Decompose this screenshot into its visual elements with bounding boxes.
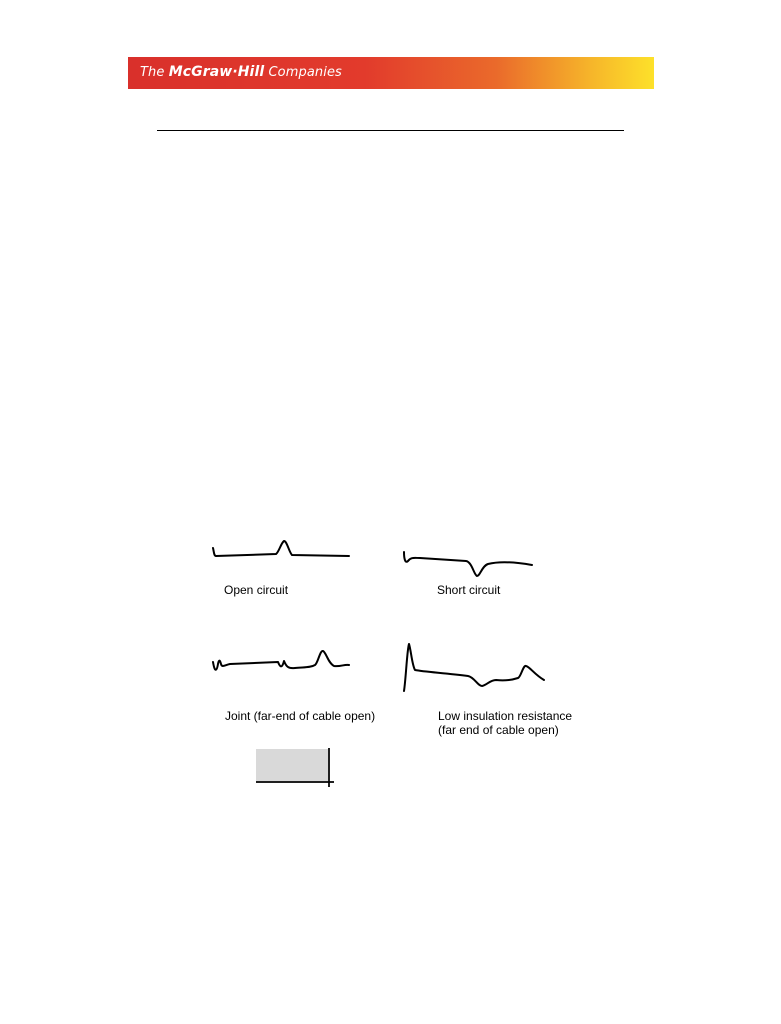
low-insulation-trace [404,644,544,691]
joint-trace [213,651,349,670]
open-circuit-trace [213,541,349,556]
joint-caption: Joint (far-end of cable open) [225,709,376,723]
banner-brand: McGraw·Hill [168,64,265,80]
banner-prefix: The [140,65,169,80]
short-circuit-caption: Short circuit [437,583,501,597]
open-circuit-caption: Open circuit [224,583,289,597]
banner-suffix: Companies [264,65,342,80]
low-insulation-caption-line2: (far end of cable open) [438,723,559,737]
low-insulation-caption-line1: Low insulation resistance [438,709,573,723]
gray-shaded-box [256,749,328,781]
short-circuit-trace [404,552,532,576]
